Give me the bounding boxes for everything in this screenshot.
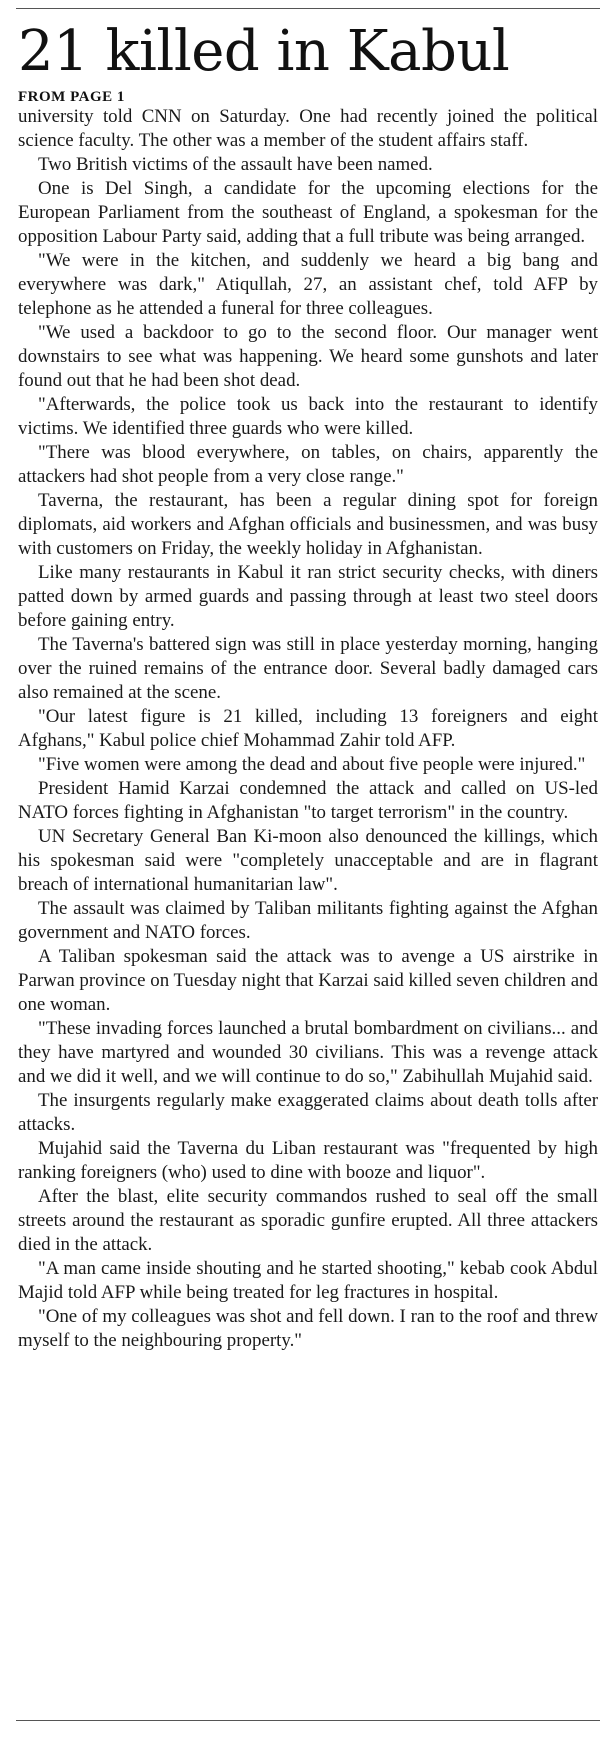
paragraph: Two British victims of the assault have been named. [38,154,433,175]
paragraph: "We were in the kitchen, and suddenly we heard a big bang and everywhere was dark," Atiqullah, 27, an assistant chef, told AFP by telephone as he attended a funeral for three colleagues. [18,250,598,319]
continuation-kicker: FROM PAGE 1 [18,89,125,105]
paragraph: "These invading forces launched a brutal bombardment on civilians... and they have martyred and wounded 30 civilians. This was a revenge attack and we did it well, and we will continue to do so," Zabihullah Mujahid said. [18,1018,598,1087]
paragraph: "One of my colleagues was shot and fell down. I ran to the roof and threw myself to the neighbouring property." [18,1306,598,1351]
paragraph: "Afterwards, the police took us back into the restaurant to identify victims. We identified three guards who were killed. [18,394,598,439]
paragraph: Taverna, the restaurant, has been a regular dining spot for foreign diplomats, aid workers and Afghan officials and businessmen, and was busy with customers on Friday, the weekly holiday in Afghanistan. [18,490,598,559]
paragraph: The Taverna's battered sign was still in place yesterday morning, hanging over the ruined remains of the entrance door. Several badly damaged cars also remained at the scene. [18,634,598,703]
paragraph: The insurgents regularly make exaggerated claims about death tolls after attacks. [18,1090,598,1135]
paragraph: university told CNN on Saturday. One had recently joined the political science faculty. The other was a member of the student affairs staff. [18,106,598,151]
paragraph: "We used a backdoor to go to the second floor. Our manager went downstairs to see what was happening. We heard some gunshots and later found out that he had been shot dead. [18,322,598,391]
paragraph: One is Del Singh, a candidate for the upcoming elections for the European Parliament from the southeast of England, a spokesman for the opposition Labour Party said, adding that a full tribute was being arranged. [18,178,598,247]
bottom-rule [16,1720,600,1721]
paragraph: UN Secretary General Ban Ki-moon also denounced the killings, which his spokesman said were "completely unacceptable and are in flagrant breach of international humanitarian law". [18,826,598,895]
paragraph: The assault was claimed by Taliban militants fighting against the Afghan government and NATO forces. [18,898,598,943]
headline: 21 killed in Kabul [18,19,510,84]
paragraph: "A man came inside shouting and he started shooting," kebab cook Abdul Majid told AFP while being treated for leg fractures in hospital. [18,1258,598,1303]
top-rule [16,8,600,9]
paragraph: After the blast, elite security commandos rushed to seal off the small streets around the restaurant as sporadic gunfire erupted. All three attackers died in the attack. [18,1186,598,1255]
paragraph: "Our latest figure is 21 killed, including 13 foreigners and eight Afghans," Kabul police chief Mohammad Zahir told AFP. [18,706,598,751]
article-body [18,105,598,1353]
paragraph: "There was blood everywhere, on tables, on chairs, apparently the attackers had shot people from a very close range." [18,442,598,487]
paragraph: President Hamid Karzai condemned the attack and called on US-led NATO forces fighting in Afghanistan "to target terrorism" in the country. [18,778,598,823]
paragraph: A Taliban spokesman said the attack was to avenge a US airstrike in Parwan province on Tuesday night that Karzai said killed seven children and one woman. [18,946,598,1015]
paragraph: Like many restaurants in Kabul it ran strict security checks, with diners patted down by armed guards and passing through at least two steel doors before gaining entry. [18,562,598,631]
paragraph: Mujahid said the Taverna du Liban restaurant was "frequented by high ranking foreigners (who) used to dine with booze and liquor". [18,1138,598,1183]
paragraph: "Five women were among the dead and about five people were injured." [38,754,586,775]
